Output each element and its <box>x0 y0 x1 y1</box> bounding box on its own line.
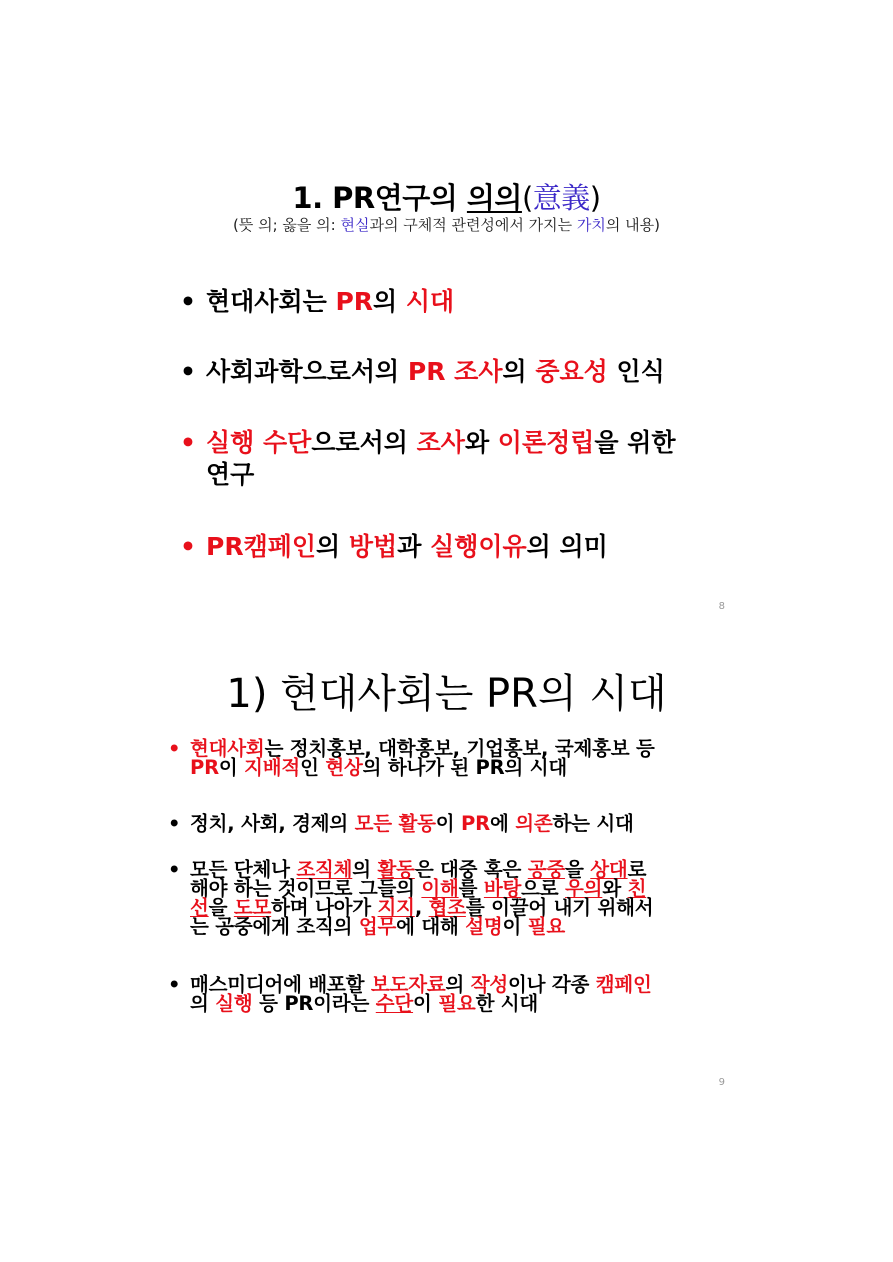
bullet-highlight: PR <box>461 812 490 835</box>
bullet-highlight: 방법 <box>348 532 398 561</box>
slide-title: 1) 현대사회는 PR의 시대 <box>226 671 667 717</box>
subtitle-part: (뜻 의; 옳을 의: <box>233 216 341 234</box>
bullet-text: 에 대해 <box>396 915 466 938</box>
title-text: 1. PR연구의 <box>292 181 467 215</box>
bullet-highlight: 수단 <box>375 992 414 1015</box>
bullet-text: 해야 하는 것이므로 그들의 <box>190 877 422 900</box>
bullet-text: 정치, 사회, 경제의 <box>190 812 355 835</box>
bullet-item <box>168 975 750 1013</box>
bullet-text: 의 <box>373 287 406 316</box>
bullet-text: 에 <box>489 812 516 835</box>
bullet-text: 사회과학으로서의 <box>206 357 408 386</box>
title-hanja: 意義 <box>532 181 590 215</box>
slide-8 <box>0 0 893 620</box>
bullet-highlight: 친 <box>627 877 647 900</box>
bullet-highlight: 보도자료 <box>370 973 446 996</box>
bullet-highlight: PR캠페인 <box>206 532 317 561</box>
bullet-text: 를 이끌어 내기 위해서 <box>465 896 654 919</box>
bullet-highlight: 바탕 <box>483 877 522 900</box>
bullet-dot: • <box>168 737 181 760</box>
bullet-text: 이 <box>435 812 462 835</box>
bullet-highlight: 모든 활동 <box>354 812 436 835</box>
bullet-dot: • <box>180 532 196 561</box>
bullet-text: 인 <box>300 756 326 779</box>
bullet-text: 는 공중에게 조직의 <box>190 915 359 938</box>
bullet-text: 와 <box>602 877 628 900</box>
bullet-highlight: 이해 <box>421 877 459 900</box>
page-number: 9 <box>718 1077 725 1088</box>
bullet-text: 은 대중 혹은 <box>414 858 528 881</box>
bullet-text: 를 <box>458 877 484 900</box>
bullet-text: 이 <box>218 756 245 779</box>
bullet-highlight: 상대 <box>590 858 628 881</box>
slide-subtitle <box>0 214 893 235</box>
bullet-dot: • <box>168 812 181 835</box>
bullet-text: 인식 <box>607 357 665 386</box>
bullet-text: 으로 <box>521 877 566 900</box>
bullet-highlight: 지배적 <box>244 756 301 779</box>
bullet-text: 연구 <box>206 460 255 489</box>
bullet-text: 이 <box>413 992 439 1015</box>
bullet-text: 의 <box>190 992 216 1015</box>
bullet-text: 한 시대 <box>475 992 539 1015</box>
slide-9 <box>0 620 893 1262</box>
bullet-highlight: 실행 수단 <box>206 428 312 457</box>
bullet-text: 을 위한 <box>594 428 676 457</box>
title-paren-open: ( <box>521 181 533 215</box>
bullet-item <box>178 427 766 491</box>
bullet-text: 이 <box>502 915 528 938</box>
bullet-highlight: 실행 <box>215 992 253 1015</box>
title-underlined: 의의 <box>466 181 522 215</box>
bullet-highlight: PR <box>190 756 219 779</box>
bullet-highlight: 우의 <box>565 877 603 900</box>
bullet-highlight: 설명 <box>465 915 503 938</box>
bullet-text: 현대사회는 <box>206 287 336 316</box>
bullet-item <box>168 860 750 936</box>
bullet-highlight: 시대 <box>405 287 455 316</box>
bullet-highlight: 조직체 <box>296 858 353 881</box>
bullet-item <box>178 356 766 388</box>
subtitle-part: 과의 구체적 관련성에서 가지는 <box>369 216 577 234</box>
bullet-highlight: 업무 <box>358 915 397 938</box>
bullet-highlight: PR 조사 <box>407 357 503 386</box>
bullet-item <box>168 739 750 777</box>
bullet-text: 는 정치홍보, 대학홍보, 기업홍보, 국제홍보 등 <box>264 737 655 760</box>
bullet-dot: • <box>180 357 196 386</box>
subtitle-part: 의 내용) <box>605 216 660 234</box>
bullet-text: 하며 나아가 <box>271 896 378 919</box>
bullet-item <box>178 531 766 563</box>
bullet-highlight: 현상 <box>325 756 363 779</box>
bullet-dot: • <box>168 973 181 996</box>
bullet-highlight: 현대사회 <box>190 737 265 760</box>
bullet-highlight: 활동 <box>377 858 415 881</box>
bullet-text: 의 의미 <box>526 532 608 561</box>
bullet-highlight: 지지 <box>377 896 415 919</box>
bullet-text: 매스미디어에 배포할 <box>190 973 371 996</box>
bullet-highlight: 조사 <box>416 428 465 457</box>
bullet-highlight: PR <box>335 287 374 316</box>
slide-title <box>0 176 893 217</box>
bullet-text: 의 <box>316 532 349 561</box>
bullet-text: 하는 시대 <box>552 812 634 835</box>
bullet-highlight: 협조 <box>428 896 466 919</box>
bullet-text: 모든 단체나 <box>190 858 297 881</box>
title-paren-close: ) <box>589 181 601 215</box>
subtitle-highlight: 현실 <box>340 216 370 234</box>
bullet-text: 로 <box>627 858 647 881</box>
bullet-text: , <box>414 896 429 919</box>
bullet-text: 이라는 <box>313 992 376 1015</box>
bullet-text: 의 하나가 된 <box>362 756 476 779</box>
bullet-highlight: 캠페인 <box>595 973 652 996</box>
bullet-highlight: 실행이유 <box>430 532 527 561</box>
bullet-highlight: 작성 <box>470 973 508 996</box>
bullet-text: 을 <box>208 896 234 919</box>
bullet-text: 등 <box>252 992 285 1015</box>
bullet-text: 의 <box>352 858 378 881</box>
bullet-highlight: 필요 <box>527 915 566 938</box>
bullet-highlight: 공중 <box>527 858 566 881</box>
bullet-highlight: 도모 <box>233 896 272 919</box>
bullet-text: PR <box>475 756 505 779</box>
subtitle-highlight: 가치 <box>576 216 606 234</box>
bullet-text: 이나 각종 <box>508 973 596 996</box>
bullet-dot: • <box>180 428 196 457</box>
bullet-text: 으로서의 <box>311 428 417 457</box>
bullet-dot: • <box>168 858 181 881</box>
bullet-item <box>178 286 766 318</box>
bullet-highlight: 의존 <box>515 812 553 835</box>
bullet-item <box>168 814 750 833</box>
page-number: 8 <box>718 601 725 612</box>
bullet-text: 의 <box>502 357 536 386</box>
bullet-text: 과 <box>397 532 431 561</box>
bullet-text: 을 <box>565 858 591 881</box>
bullet-dot: • <box>180 287 196 316</box>
bullet-text: 의 시대 <box>504 756 567 779</box>
bullet-text: PR <box>284 992 314 1015</box>
bullet-text: 와 <box>464 428 498 457</box>
bullet-highlight: 선 <box>190 896 209 919</box>
bullet-highlight: 중요성 <box>535 357 608 386</box>
bullet-highlight: 필요 <box>438 992 476 1015</box>
bullet-text: 의 <box>445 973 471 996</box>
bullet-highlight: 이론정립 <box>497 428 595 457</box>
